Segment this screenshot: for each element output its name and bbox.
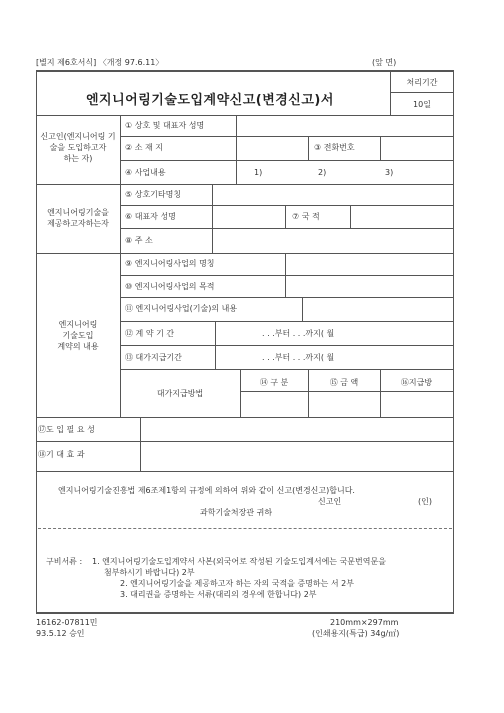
title-bottom-line xyxy=(36,115,454,116)
business-item-3: 3) xyxy=(385,168,394,177)
document-title: 엔지니어링기술도입계약신고(변경신고)서 xyxy=(86,93,334,108)
necessity-row-line xyxy=(36,441,454,442)
page-side-label: (앞 면) xyxy=(372,58,397,67)
section-line-2 xyxy=(36,253,454,254)
contract-period-field-label: ⑫ 계 약 기 간 xyxy=(125,329,175,338)
payment-head-method: ⑯지급방 xyxy=(400,378,433,387)
frame-left-line xyxy=(36,70,37,472)
form-code: 16162-07811민 xyxy=(36,618,98,627)
contract-row-line-5 xyxy=(120,369,454,370)
processing-period-value: 10일 xyxy=(413,100,431,109)
declarant-label-1: 신고인(엔지니어링 기 xyxy=(40,132,116,141)
phone-field-label: ③ 전화번호 xyxy=(314,143,355,152)
attachment-item-2: 2. 엔지니어링기술을 제공하고자 하는 자의 국적을 증명하는 서 2부 xyxy=(120,579,354,588)
seal-mark: (인) xyxy=(418,497,432,506)
attachments-label: 구비서류 : xyxy=(46,557,83,566)
attachments-divider xyxy=(38,528,452,529)
nationality-field-label: ⑦ 국 적 xyxy=(292,212,320,221)
form-number: [별지 제6호서식] 〈개정 97.6.11〉 xyxy=(36,58,164,67)
recipient-line: 과학기술처장관 귀하 xyxy=(200,508,273,517)
section-line-3 xyxy=(36,417,454,418)
provider-address-field-label: ⑧ 주 소 xyxy=(125,236,153,245)
business-item-2: 2) xyxy=(318,168,327,177)
payment-head-amount: ⑮ 금 액 xyxy=(329,378,359,387)
phone-value-col-line xyxy=(380,136,381,161)
frame-top-line xyxy=(36,70,454,72)
frame-right-line xyxy=(453,70,454,472)
project-purpose-field-label: ⑩ 엔지니어링사업의 목적 xyxy=(125,282,215,291)
provider-label-2: 제공하고자하는자 xyxy=(47,219,109,228)
provider-row-line-1 xyxy=(120,205,454,206)
contract-label-3: 계약의 내용 xyxy=(57,342,99,351)
section-line-1 xyxy=(36,184,454,185)
frame-bottom-line xyxy=(36,612,454,614)
contract-row-line-3 xyxy=(120,321,454,322)
declaration-statement: 엔지니어링기술진흥법 제6조제1항의 규정에 의하여 위와 같이 신고(변경신고)합니다. xyxy=(58,486,355,495)
payment-col-line-3 xyxy=(380,369,381,417)
section-line-4 xyxy=(36,471,454,472)
contract-period-text: . . .부터 . . .까지( 월 xyxy=(262,329,335,338)
business-field-label: ④ 사업내용 xyxy=(125,168,166,177)
contract-label-2: 기술도입 xyxy=(62,331,94,340)
payment-col-line-2 xyxy=(308,369,309,417)
processing-mid-line xyxy=(390,92,454,93)
declarant-label-2: 술을 도입하고자 xyxy=(49,143,107,152)
declarant-row-line-1 xyxy=(120,136,454,137)
contract-col-line-b xyxy=(302,297,303,321)
project-name-field-label: ⑨ 엔지니어링사업의 명칭 xyxy=(125,259,215,268)
declarant-col-line xyxy=(236,115,237,185)
paper-size: 210mm×297mm xyxy=(330,618,399,627)
frame-right-lower-line xyxy=(453,472,454,613)
attachment-item-3: 3. 대리권을 증명하는 서류(대리의 경우에 한합니다) 2부 xyxy=(120,590,317,599)
provider-row-line-2 xyxy=(120,228,454,229)
signer-label: 신고인 xyxy=(318,497,342,506)
payment-period-field-label: ⑬ 대가지급기간 xyxy=(125,353,182,362)
representative-field-label: ⑥ 대표자 성명 xyxy=(125,212,176,221)
processing-period-label: 처리기간 xyxy=(406,78,438,87)
provider-name-field-label: ⑤ 상호기타명칭 xyxy=(125,190,182,199)
payment-col-line-1 xyxy=(240,369,241,417)
payment-head-category: ⑭ 구 분 xyxy=(259,378,289,387)
phone-col-line xyxy=(308,136,309,161)
contract-row-line-1 xyxy=(120,275,454,276)
expected-effect-field-label: ⑱기 대 효 과 xyxy=(38,450,85,459)
necessity-col-line xyxy=(140,417,141,472)
provider-label-1: 엔지니어링기술을 xyxy=(47,208,109,217)
attachment-item-1: 1. 엔지니어링기술도입계약서 사본(외국어로 작성된 기술도입계서에는 국문번역문을 xyxy=(92,557,386,566)
address-field-label: ② 소 재 지 xyxy=(125,143,163,152)
declarant-label-3: 하는 자) xyxy=(63,154,93,163)
provider-col-line xyxy=(212,184,213,254)
nationality-col-line xyxy=(285,205,286,228)
payment-head-line xyxy=(240,391,454,392)
project-content-field-label: ⑪ 엔지니어링사업(기술)의 내용 xyxy=(125,304,238,313)
business-item-1: 1) xyxy=(254,168,263,177)
contract-label-1: 엔지니어링 xyxy=(58,320,98,329)
declarant-row-line-2 xyxy=(120,160,454,161)
approval-date: 93.5.12 승인 xyxy=(36,629,85,638)
nationality-value-col-line xyxy=(350,205,351,228)
payment-method-label: 대가지급방법 xyxy=(156,389,204,398)
frame-left-lower-line xyxy=(36,472,37,613)
contract-row-line-2 xyxy=(120,297,454,298)
attachment-item-1-continued: 첨부하시기 바랍니다) 2부 xyxy=(104,568,195,577)
necessity-field-label: ⑰도 입 필 요 성 xyxy=(38,425,95,434)
contract-row-line-4 xyxy=(120,345,454,346)
paper-spec: (인쇄용지(특급) 34g/㎡) xyxy=(312,629,400,638)
payment-period-text: . . .부터 . . .까지( 월 xyxy=(262,353,335,362)
company-name-field-label: ① 상호 및 대표자 성명 xyxy=(125,121,205,130)
